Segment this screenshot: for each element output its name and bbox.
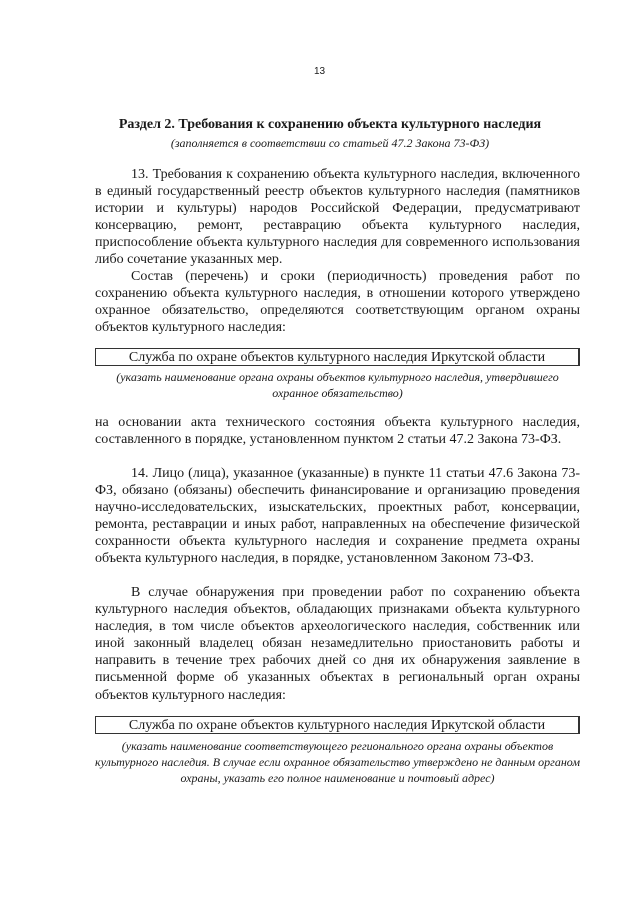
section-title: Раздел 2. Требования к сохранению объекта культурного наследия bbox=[118, 117, 542, 132]
paragraph-basis: на основании акта технического состояния объекта культурного наследия, составленного в порядке, установленном пунктом 2 статьи 47.2 Закона 73-ФЗ. bbox=[95, 415, 580, 448]
authority-field-1-note: (указать наименование органа охраны объектов культурного наследия, утвердившего охранное обязательство) bbox=[116, 370, 559, 400]
authority-field-1: Служба по охране объектов культурного наследия Иркутской области bbox=[95, 348, 580, 366]
paragraph-13: 13. Требования к сохранению объекта культурного наследия, включенного в единый государственный реестр объектов культурного наследия (памятников истории и культуры) народов Российской Федерации, предусматривают консервацию, ремонт, реставрацию объекта культурного наследия, приспособление объекта культурного наследия для современного использования либо сочетание указанных мер. bbox=[95, 167, 580, 268]
page-number: 13 bbox=[313, 66, 326, 77]
paragraph-composition: Состав (перечень) и сроки (периодичность) проведения работ по сохранению объекта культурного наследия, в отношении которого утверждено охранное обязательство, определяются соответствующим органом охраны объектов культурного наследия: bbox=[95, 269, 580, 336]
authority-field-2: Служба по охране объектов культурного наследия Иркутской области bbox=[95, 716, 580, 734]
authority-field-2-note: (указать наименование соответствующего регионального органа охраны объектов культурного наследия. В случае если охранное обязательство утверждено не данным органом охраны, указать его полное наименование и почтовый адрес) bbox=[95, 739, 580, 785]
paragraph-discovery: В случае обнаружения при проведении работ по сохранению объекта культурного наследия объектов, обладающих признаками объекта культурного наследия, в том числе объектов археологического наследия, собственник или иной законный владелец обязан незамедлительно приостановить работы и направить в течение трех рабочих дней со дня их обнаружения заявление в письменной форме об указанных объектах в региональный орган охраны объектов культурного наследия: bbox=[95, 585, 580, 703]
section-subtitle: (заполняется в соответствии со статьей 47.2 Закона 73-ФЗ) bbox=[170, 136, 490, 150]
paragraph-14: 14. Лицо (лица), указанное (указанные) в пункте 11 статьи 47.6 Закона 73-ФЗ, обязано (обязаны) обеспечить финансирование и организацию проведения научно-исследовательских, изыскательских, проектных работ, консервации, ремонта, реставрации и иных работ, направленных на обеспечение физической сохранности объекта культурного наследия и сохранение предмета охраны объекта культурного наследия, в порядке, установленном Законом 73-ФЗ. bbox=[95, 466, 580, 567]
